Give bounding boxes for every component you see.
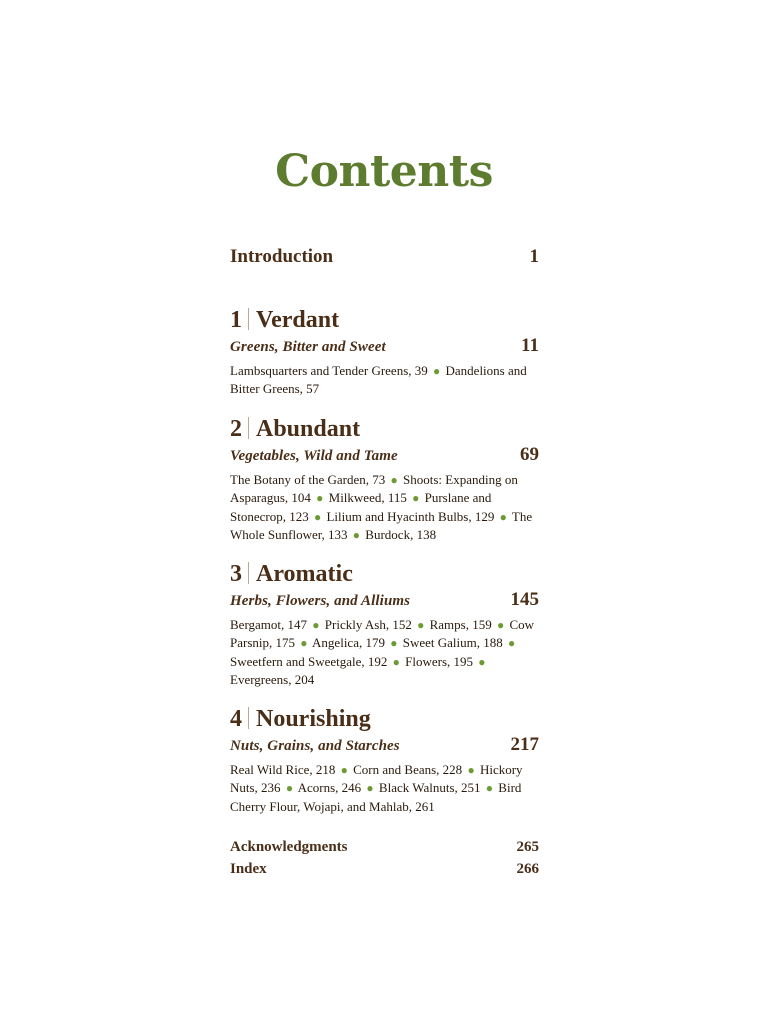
chapter-heading <box>230 305 539 334</box>
chapter-entries <box>230 362 539 399</box>
chapter-entry[interactable]: Milkweed, 115 <box>328 490 407 506</box>
bullet-icon: ● <box>390 636 398 651</box>
chapter-entry[interactable]: Cow Parsnip, 175 <box>230 617 535 651</box>
chapter-number: 2 <box>230 416 242 442</box>
chapter-entries <box>230 761 539 816</box>
chapter-entry[interactable]: Flowers, 195 <box>405 653 474 669</box>
bullet-icon: ● <box>433 364 441 378</box>
chapter-entry[interactable]: Bird Cherry Flour, Wojapi, and Mahlab, 261 <box>230 780 522 814</box>
toc-entry-acknowledgments[interactable] <box>230 839 539 856</box>
chapter-number: 1 <box>230 307 242 333</box>
chapter-subtitle: Greens, Bitter and Sweet <box>230 339 386 355</box>
chapter-entry[interactable]: Real Wild Rice, 218 <box>230 762 336 777</box>
page-title: Contents <box>275 146 493 197</box>
chapter-subtitle: Herbs, Flowers, and Alliums <box>230 593 411 609</box>
chapter-heading <box>230 414 539 443</box>
chapter-title: Aromatic <box>256 561 353 587</box>
chapter-entry[interactable]: The Botany of the Garden, 73 <box>230 472 386 487</box>
chapter-3[interactable] <box>230 559 539 690</box>
chapter-number: 4 <box>230 706 242 732</box>
bullet-icon: ● <box>316 491 324 506</box>
bullet-icon: ● <box>496 618 505 632</box>
chapter-page: 11 <box>521 335 539 356</box>
chapter-entry[interactable]: Acorns, 246 <box>297 780 362 796</box>
chapter-1[interactable] <box>230 305 539 399</box>
chapter-entry[interactable]: Sweet Galium, 188 <box>402 635 503 651</box>
chapter-divider <box>248 707 249 729</box>
entry-page: 266 <box>516 861 539 877</box>
chapter-entry[interactable]: Purslane and Stonecrop, 123 <box>230 490 492 524</box>
entry-page: 265 <box>516 839 539 855</box>
chapter-entry[interactable]: Dandelions and Bitter Greens, 57 <box>230 363 527 397</box>
chapter-subtitle: Nuts, Grains, and Starches <box>230 738 400 754</box>
toc-entry-index[interactable] <box>230 861 539 878</box>
chapter-divider <box>248 308 249 330</box>
chapter-entry[interactable]: Shoots: Expanding on Asparagus, 104 <box>230 472 518 506</box>
chapter-title: Nourishing <box>256 706 371 732</box>
chapter-subtitle: Vegetables, Wild and Tame <box>230 448 398 464</box>
bullet-icon: ● <box>312 618 320 632</box>
chapter-heading <box>230 559 539 588</box>
chapter-entry[interactable]: Ramps, 159 <box>429 617 492 632</box>
chapter-page: 217 <box>510 734 539 755</box>
chapter-entry[interactable]: The Whole Sunflower, 133 <box>230 508 533 543</box>
entry-label: Acknowledgments <box>230 839 348 855</box>
toc-entry-introduction[interactable] <box>230 246 539 268</box>
chapter-entry[interactable]: Sweetfern and Sweetgale, 192 <box>230 653 388 669</box>
bullet-icon: ● <box>485 781 494 796</box>
chapter-title: Abundant <box>256 416 361 442</box>
bullet-icon: ● <box>478 654 486 669</box>
bullet-icon: ● <box>340 763 348 777</box>
bullet-icon: ● <box>313 509 322 524</box>
chapter-entry[interactable]: Hickory Nuts, 236 <box>230 762 523 796</box>
chapter-entry[interactable]: Prickly Ash, 152 <box>324 617 412 632</box>
chapter-entry[interactable]: Angelica, 179 <box>312 635 385 651</box>
chapter-entry[interactable]: Burdock, 138 <box>365 527 437 543</box>
entry-page: 1 <box>529 246 539 267</box>
bullet-icon: ● <box>417 618 425 632</box>
chapter-heading <box>230 704 539 733</box>
chapter-divider <box>248 562 249 584</box>
chapter-divider <box>248 417 249 439</box>
bullet-icon: ● <box>467 763 475 777</box>
bullet-icon: ● <box>390 473 398 487</box>
chapter-entry[interactable]: Corn and Beans, 228 <box>353 762 463 777</box>
chapter-entry[interactable]: Lambsquarters and Tender Greens, 39 <box>230 363 428 378</box>
bullet-icon: ● <box>285 781 294 796</box>
chapter-entry[interactable]: Lilium and Hyacinth Bulbs, 129 <box>326 508 495 524</box>
chapter-entry[interactable]: Bergamot, 147 <box>230 617 308 632</box>
chapter-2[interactable] <box>230 414 539 545</box>
chapter-entry[interactable]: Evergreens, 204 <box>230 672 315 688</box>
chapter-page: 145 <box>510 589 539 610</box>
chapter-number: 3 <box>230 561 242 587</box>
bullet-icon: ● <box>300 636 308 651</box>
bullet-icon: ● <box>366 781 374 796</box>
entry-label: Index <box>230 861 267 877</box>
bullet-icon: ● <box>392 654 400 669</box>
bullet-icon: ● <box>352 528 361 543</box>
chapter-entry[interactable]: Black Walnuts, 251 <box>378 780 481 796</box>
chapter-entries <box>230 471 539 545</box>
entry-label: Introduction <box>230 246 334 267</box>
bullet-icon: ● <box>499 509 507 524</box>
chapter-page: 69 <box>520 444 539 465</box>
chapter-entries <box>230 616 539 690</box>
chapter-4[interactable] <box>230 704 539 816</box>
bullet-icon: ● <box>507 636 516 651</box>
bullet-icon: ● <box>412 491 420 506</box>
chapter-title: Verdant <box>256 307 340 333</box>
